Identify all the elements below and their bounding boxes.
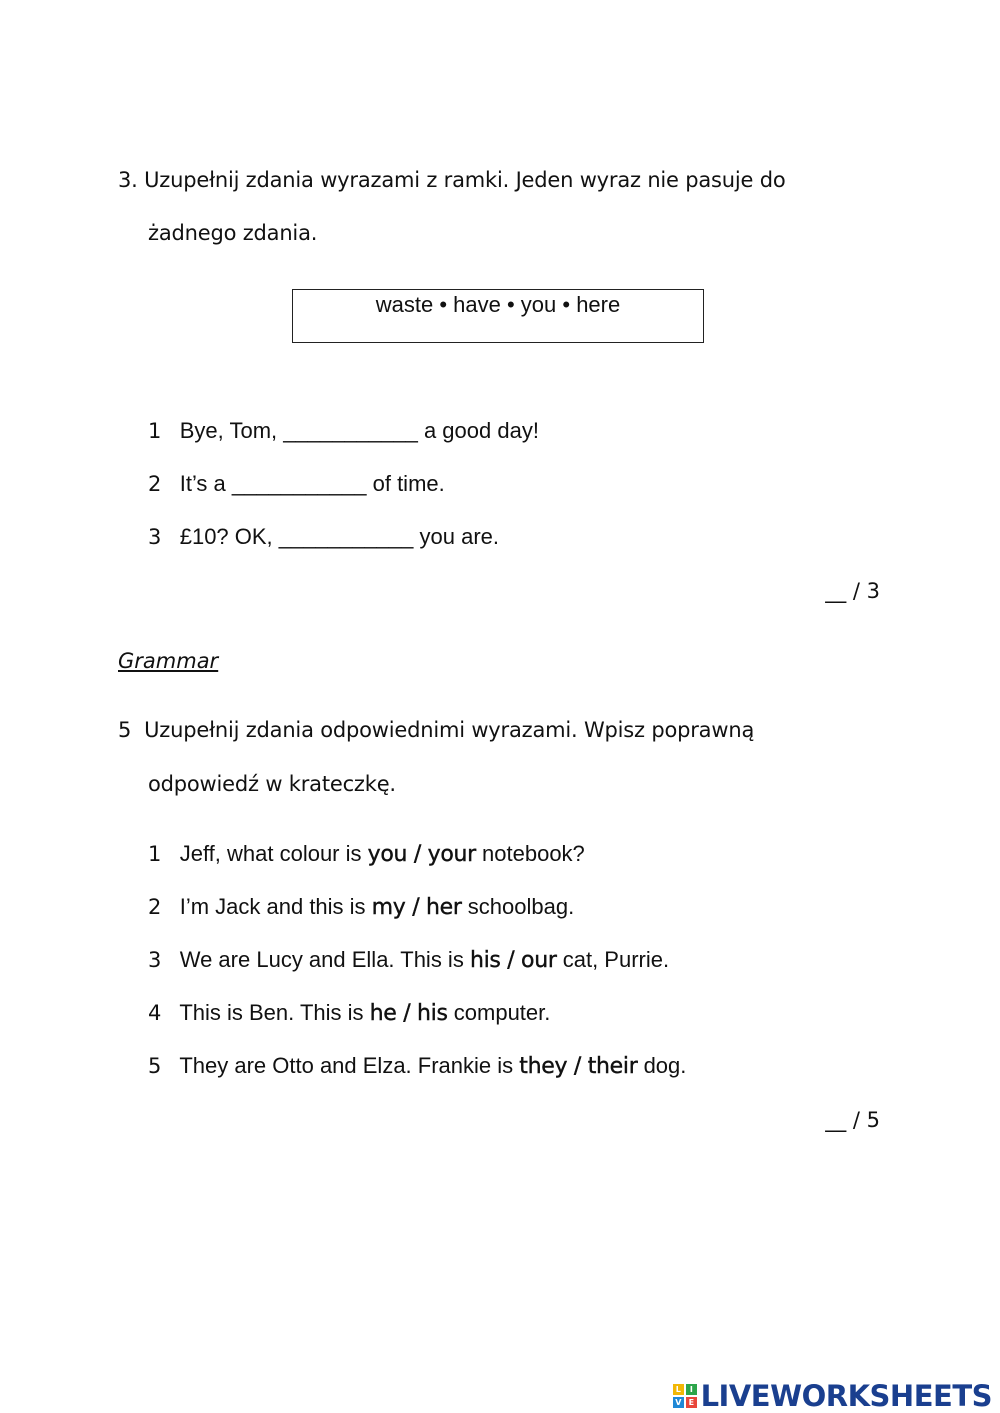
sentence-start: We are Lucy and Ella. This is — [179, 947, 470, 972]
item-number: 3 — [148, 525, 162, 549]
word-box: waste • have • you • here — [292, 289, 704, 343]
exercise3-heading-line2: żadnego zdania. — [148, 221, 318, 245]
sentence-end: you are. — [413, 524, 499, 549]
answer-blank[interactable]: ___________ — [231, 471, 367, 496]
exercise5-score: __ / 5 — [825, 1108, 880, 1132]
exercise3-score: __ / 3 — [825, 579, 880, 603]
exercise5-item — [148, 1053, 686, 1079]
answer-blank[interactable]: ___________ — [278, 524, 414, 549]
item-number: 2 — [148, 895, 162, 919]
exercise5-item — [148, 841, 585, 867]
sentence-end: a good day! — [417, 418, 539, 443]
sentence-start: This is Ben. This is — [179, 1000, 370, 1025]
sentence-start: Jeff, what colour is — [179, 841, 368, 866]
item-number: 5 — [148, 1054, 162, 1078]
liveworksheets-logo — [673, 1379, 992, 1413]
item-number: 4 — [148, 1001, 162, 1025]
sentence-start: £10? OK, — [179, 524, 279, 549]
logo-mark-tile: I — [686, 1384, 697, 1395]
exercise3-item — [148, 471, 445, 497]
exercise5-item — [148, 947, 669, 973]
choice-options[interactable]: my / her — [371, 895, 462, 920]
sentence-start: It’s a — [179, 471, 232, 496]
logo-mark-icon — [673, 1384, 697, 1408]
answer-blank[interactable]: ___________ — [283, 418, 418, 443]
sentence-end: cat, Purrie. — [556, 947, 670, 972]
sentence-end: of time. — [366, 471, 445, 496]
exercise5-item — [148, 1000, 550, 1026]
sentence-start: They are Otto and Elza. Frankie is — [179, 1053, 520, 1078]
section-title-grammar: Grammar — [118, 649, 219, 673]
exercise3-item — [148, 418, 539, 444]
choice-options[interactable]: they / their — [519, 1054, 638, 1079]
logo-text: LIVEWORKSHEETS — [700, 1379, 992, 1413]
item-number: 1 — [148, 419, 162, 443]
item-number: 2 — [148, 472, 162, 496]
exercise5-heading-line2: odpowiedź w krateczkę. — [148, 772, 396, 796]
exercise5-number: 5 — [118, 718, 132, 742]
sentence-start: Bye, Tom, — [179, 418, 284, 443]
sentence-end: schoolbag. — [461, 894, 575, 919]
sentence-start: I’m Jack and this is — [179, 894, 372, 919]
choice-options[interactable]: you / your — [367, 842, 476, 867]
item-number: 3 — [148, 948, 162, 972]
logo-mark-tile: E — [686, 1397, 697, 1408]
sentence-end: dog. — [637, 1053, 687, 1078]
logo-mark-tile: V — [673, 1397, 684, 1408]
exercise5-heading-line1 — [118, 718, 754, 742]
exercise5-instruction: Uzupełnij zdania odpowiednimi wyrazami. Wpisz poprawną — [144, 718, 755, 742]
logo-mark-tile: L — [673, 1384, 684, 1395]
choice-options[interactable]: his / our — [469, 948, 557, 973]
exercise5-item — [148, 894, 574, 920]
sentence-end: notebook? — [475, 841, 585, 866]
exercise3-item — [148, 524, 499, 550]
sentence-end: computer. — [447, 1000, 551, 1025]
choice-options[interactable]: he / his — [369, 1001, 448, 1026]
exercise3-heading-line1: 3. Uzupełnij zdania wyrazami z ramki. Jeden wyraz nie pasuje do — [118, 168, 786, 192]
item-number: 1 — [148, 842, 162, 866]
